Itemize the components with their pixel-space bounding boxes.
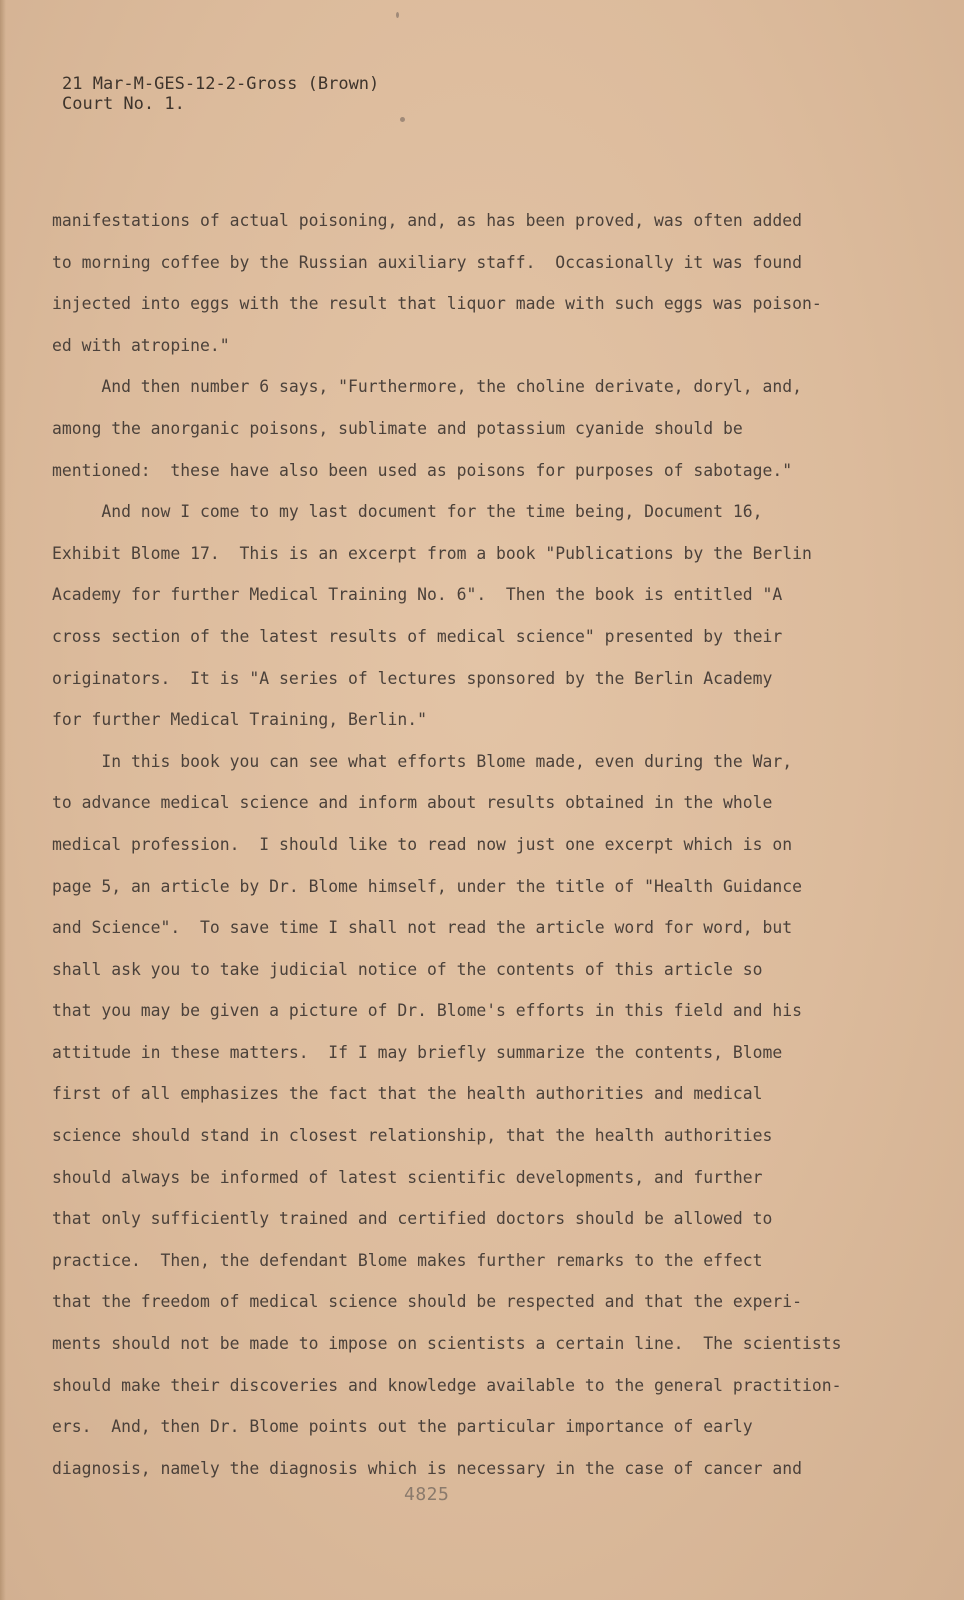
body-line: among the anorganic poisons, sublimate and potassium cyanide should be [52,418,743,438]
body-line: diagnosis, namely the diagnosis which is necessary in the case of cancer and [52,1458,802,1478]
header-line-1: 21 Mar-M-GES-12-2-Gross (Brown) [62,74,380,94]
body-line: that the freedom of medical science should be respected and that the experi- [52,1292,802,1312]
body-line: Exhibit Blome 17. This is an excerpt from a book "Publications by the Berlin [52,543,812,563]
body-line: And now I come to my last document for the time being, Document 16, [52,502,763,522]
body-line: originators. It is "A series of lectures sponsored by the Berlin Academy [52,668,773,688]
body-line: should always be informed of latest scientific developments, and further [52,1167,763,1187]
body-line: for further Medical Training, Berlin." [52,710,427,730]
body-line: manifestations of actual poisoning, and, as has been proved, was often added [52,211,802,230]
page-number: 4825 [404,1484,450,1505]
body-line: first of all emphasizes the fact that the health authorities and medical [52,1084,763,1104]
document-header [62,74,379,114]
header-line-2: Court No. 1. [62,94,185,114]
body-line: that only sufficiently trained and certified doctors should be allowed to [52,1209,773,1229]
ink-dot [400,117,405,122]
body-line: mentioned: these have also been used as poisons for purposes of sabotage." [52,460,793,480]
body-line: ed with atropine." [52,335,230,355]
body-line: ments should not be made to impose on scientists a certain line. The scientists [52,1334,842,1354]
body-line: that you may be given a picture of Dr. Blome's efforts in this field and his [52,1001,802,1021]
body-line: and Science". To save time I shall not read the article word for word, but [52,918,793,938]
body-line: shall ask you to take judicial notice of the contents of this article so [52,959,763,979]
page-edge-shadow [0,0,6,1600]
body-line: ers. And, then Dr. Blome points out the particular importance of early [52,1417,753,1437]
ink-dot [396,12,399,18]
body-line: should make their discoveries and knowledge available to the general practition- [52,1375,842,1395]
body-line: In this book you can see what efforts Blome made, even during the War, [52,751,793,771]
body-line: Academy for further Medical Training No. 6". Then the book is entitled "A [52,585,783,605]
body-line: to advance medical science and inform about results obtained in the whole [52,793,773,813]
body-line: medical profession. I should like to read now just one excerpt which is on [52,834,793,854]
body-line: attitude in these matters. If I may briefly summarize the contents, Blome [52,1042,783,1062]
body-line: science should stand in closest relationship, that the health authorities [52,1126,773,1146]
body-line: to morning coffee by the Russian auxiliary staff. Occasionally it was found [52,252,802,272]
transcript-body [52,200,912,1489]
body-line: practice. Then, the defendant Blome makes further remarks to the effect [52,1250,763,1270]
body-line: injected into eggs with the result that liquor made with such eggs was poison- [52,294,822,314]
body-line: And then number 6 says, "Furthermore, the choline derivate, doryl, and, [52,377,802,397]
body-line: cross section of the latest results of medical science" presented by their [52,626,783,646]
body-line: page 5, an article by Dr. Blome himself, under the title of "Health Guidance [52,876,802,896]
